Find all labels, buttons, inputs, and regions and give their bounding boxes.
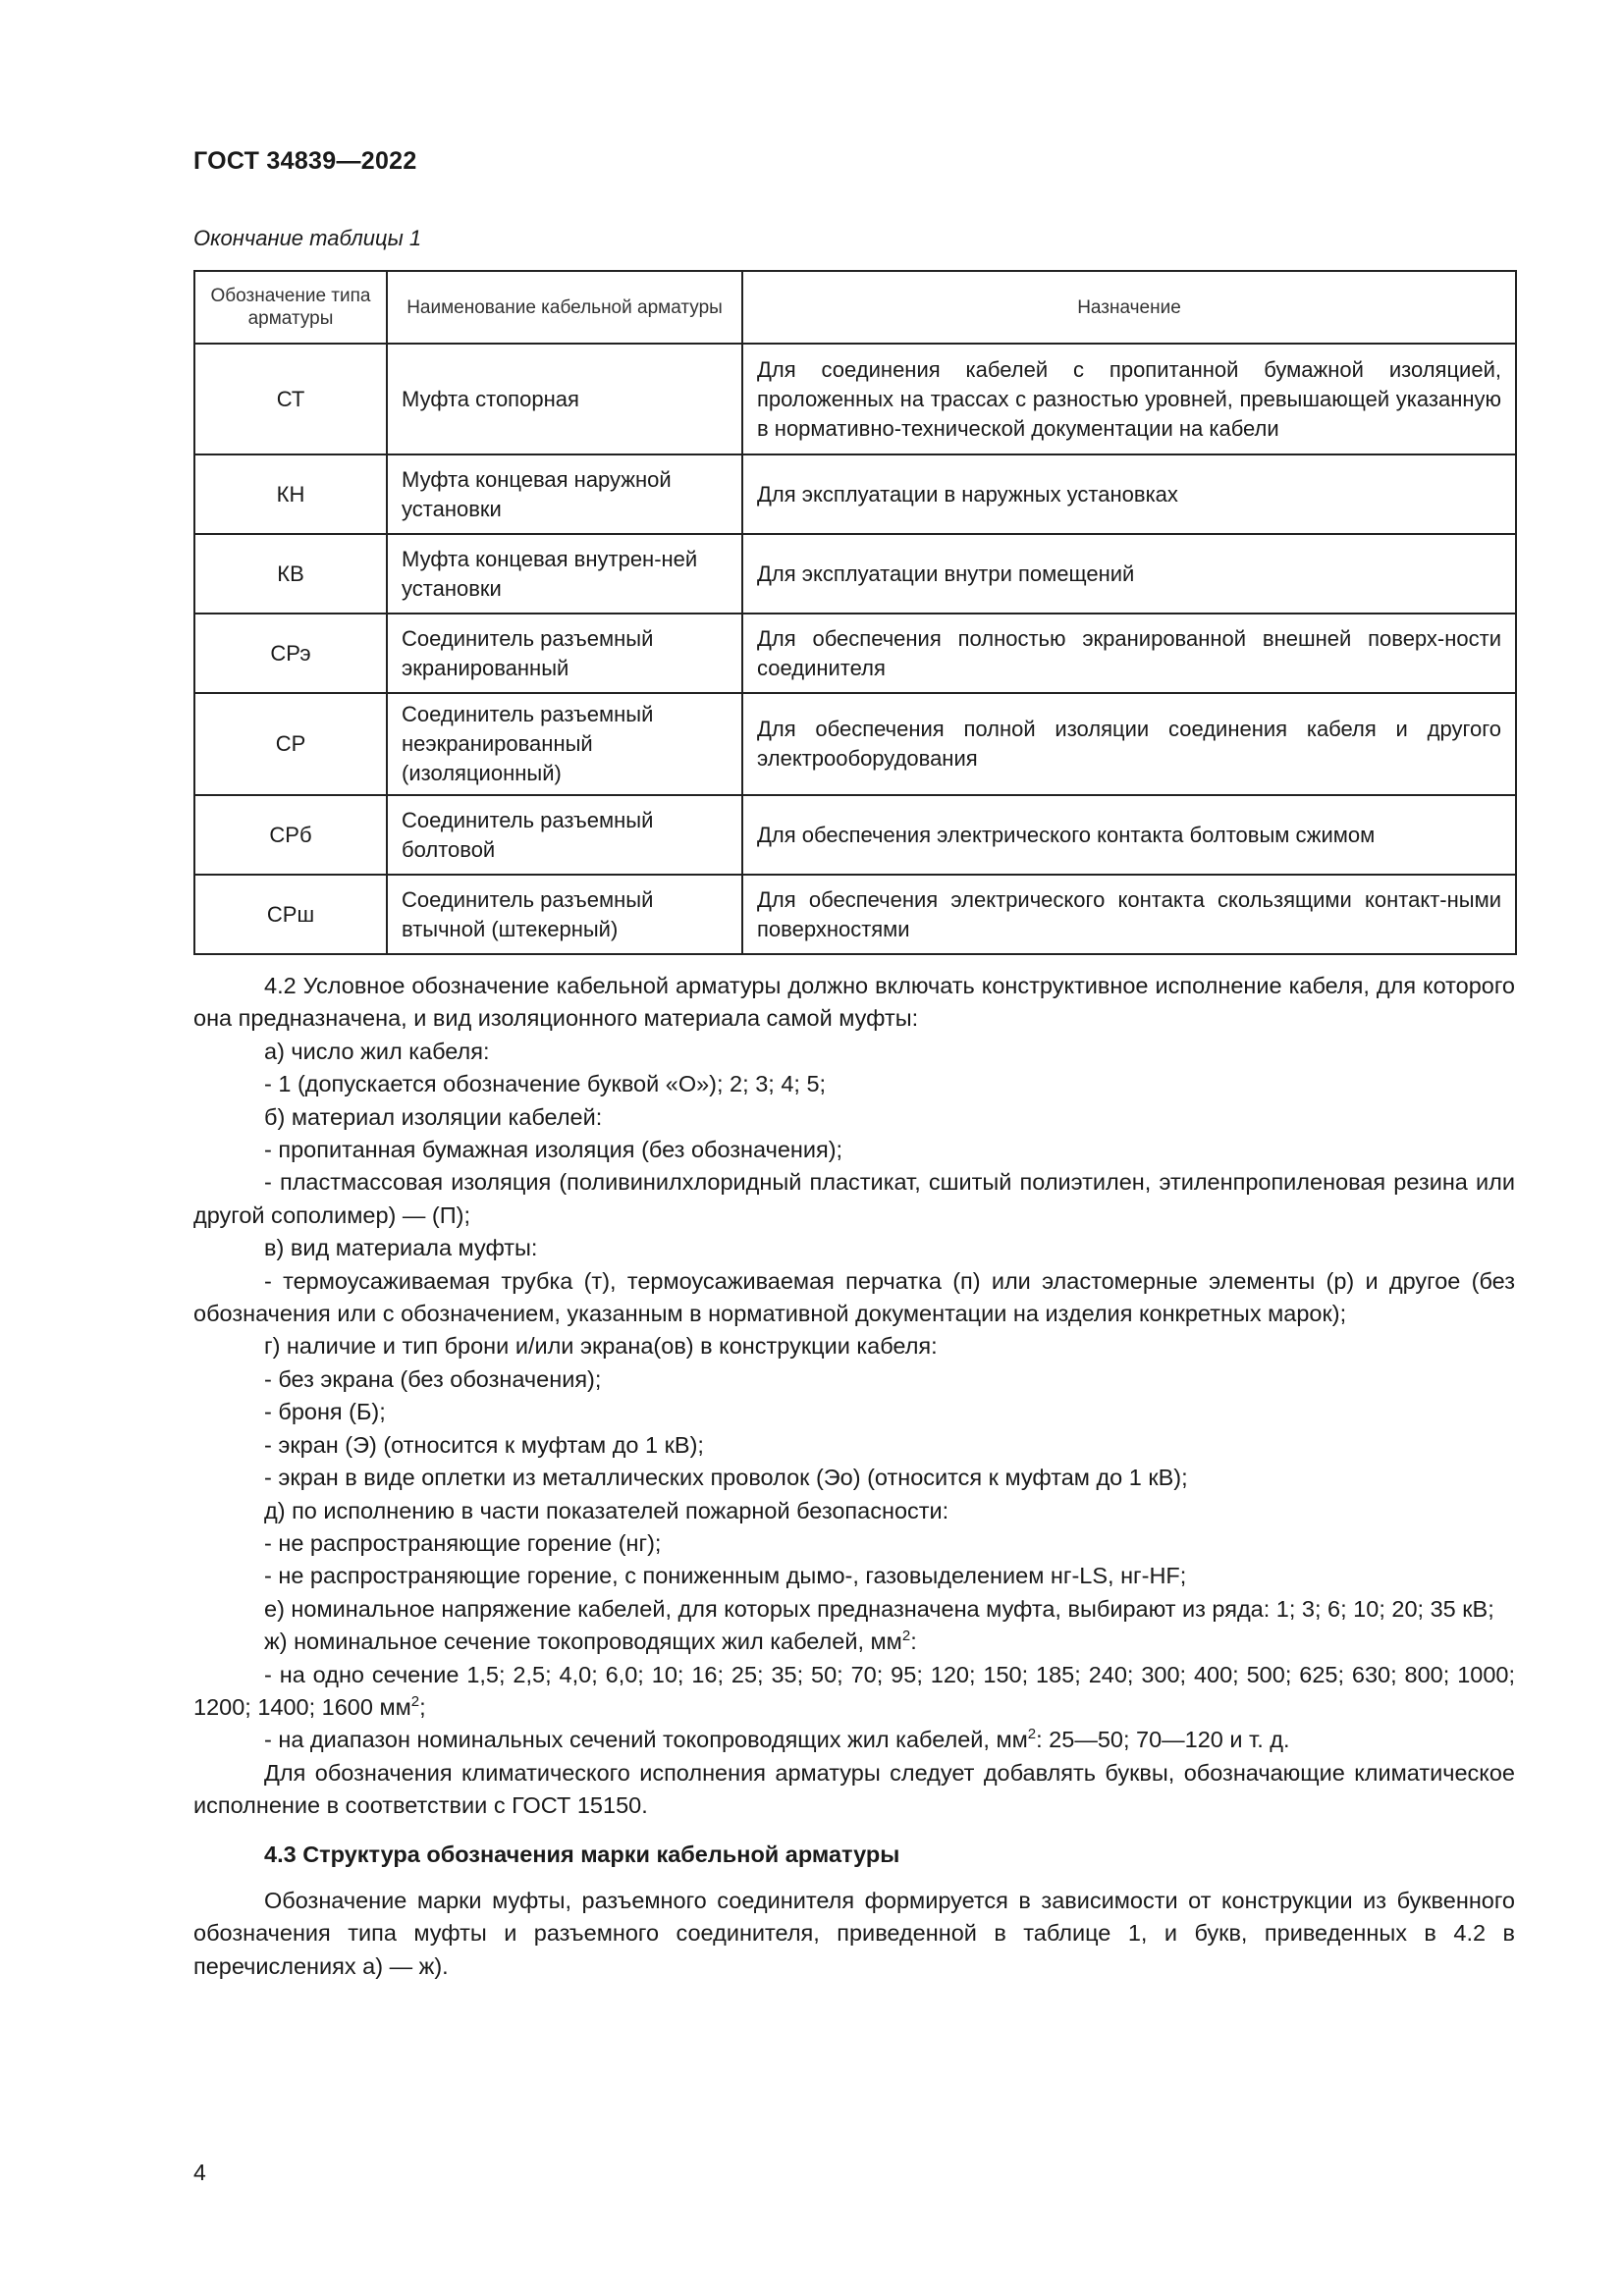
cell-purpose: Для обеспечения полностью экранированной внешней поверх-ности соединителя	[742, 614, 1516, 693]
paragraph-climate: Для обозначения климатического исполнения арматуры следует добавлять буквы, обозначающие климатическое исполнение в соответствии с ГОСТ 15150.	[193, 1759, 1515, 1819]
list-subitem: - термоусаживаемая трубка (т), термоусаживаемая перчатка (п) или эластомерные элементы (р) и другое (без обозначения или с обозначением, указанным в нормативной документации на изделия конкретных марок);	[193, 1267, 1515, 1327]
table-row	[194, 795, 1516, 875]
list-item-g	[193, 1626, 1515, 1658]
table-row	[194, 614, 1516, 693]
list-item-f: е) номинальное напряжение кабелей, для которых предназначена муфта, выбирают из ряда: 1; 3; 6; 10; 20; 35 кВ;	[264, 1595, 1494, 1622]
list-subitem: - пропитанная бумажная изоляция (без обозначения);	[264, 1137, 843, 1163]
list-item-c: в) вид материала муфты:	[264, 1235, 538, 1261]
table-row	[194, 693, 1516, 795]
cell-code: КВ	[194, 534, 387, 614]
cell-purpose: Для обеспечения электрического контакта скользящими контакт-ными поверхностями	[742, 875, 1516, 954]
list-subitem: - не распространяющие горение, с пониженным дымо-, газовыделением нг-LS, нг-HF;	[264, 1563, 1187, 1589]
cell-purpose: Для соединения кабелей с пропитанной бумажной изоляцией, проложенных на трассах с разностью уровней, превышающей указанную в нормативно-технической документации на кабели	[742, 344, 1516, 454]
list-item-a: а) число жил кабеля:	[264, 1038, 490, 1064]
column-header-code: Обозначение типа арматуры	[194, 271, 387, 344]
list-item-b: б) материал изоляции кабелей:	[264, 1103, 603, 1130]
cell-name: Соединитель разъемный втычной (штекерный)	[387, 875, 742, 954]
list-item-g-text: ж) номинальное сечение токопроводящих жил кабелей, мм	[264, 1629, 902, 1655]
column-header-purpose: Назначение	[742, 271, 1516, 344]
table-header-row	[194, 271, 1516, 344]
cell-name: Соединитель разъемный болтовой	[387, 795, 742, 875]
list-item-e: д) по исполнению в части показателей пожарной безопасности:	[264, 1497, 949, 1523]
list-subitem-text: - на диапазон номинальных сечений токопроводящих жил кабелей, мм	[264, 1727, 1028, 1753]
table-caption: Окончание таблицы 1	[193, 226, 422, 250]
table-row	[194, 454, 1516, 534]
list-subitem-text: - на одно сечение 1,5; 2,5; 4,0; 6,0; 10; 16; 25; 35; 50; 70; 95; 120; 150; 185; 240; 300; 400; 500; 625; 630; 800; 1000; 1200; 1400; 1600 мм	[193, 1661, 1515, 1720]
superscript: 2	[901, 1628, 911, 1645]
cell-code: КН	[194, 454, 387, 534]
body-text	[193, 970, 1515, 1983]
list-subitem-tail: : 25—50; 70—120 и т. д.	[1036, 1727, 1290, 1753]
column-header-name: Наименование кабельной арматуры	[387, 271, 742, 344]
cell-code: СРб	[194, 795, 387, 875]
list-subitem-tail: ;	[419, 1693, 426, 1720]
list-subitem	[193, 1659, 1515, 1725]
cell-code: СР	[194, 693, 387, 795]
table-row	[194, 344, 1516, 454]
list-subitem: - без экрана (без обозначения);	[264, 1365, 602, 1392]
list-subitem: - экран (Э) (относится к муфтам до 1 кВ);	[264, 1431, 704, 1458]
cell-name: Соединитель разъемный неэкранированный (изоляционный)	[387, 693, 742, 795]
list-subitem: - не распространяющие горение (нг);	[264, 1529, 662, 1556]
page-number: 4	[193, 2160, 206, 2185]
cell-name: Муфта концевая внутрен-ней установки	[387, 534, 742, 614]
cell-name: Соединитель разъемный экранированный	[387, 614, 742, 693]
paragraph-4-3: Обозначение марки муфты, разъемного соединителя формируется в зависимости от конструкции из буквенного обозначения типа муфты и разъемного соединителя, приведенной в таблице 1, и букв, приведенных в 4.2 в перечислениях а) — ж).	[193, 1887, 1515, 1979]
cell-name: Муфта концевая наружной установки	[387, 454, 742, 534]
cell-name: Муфта стопорная	[387, 344, 742, 454]
cell-code: СРш	[194, 875, 387, 954]
table-row	[194, 534, 1516, 614]
list-item-g-tail: :	[910, 1629, 917, 1655]
superscript: 2	[1027, 1726, 1037, 1743]
cell-purpose: Для эксплуатации в наружных установках	[742, 454, 1516, 534]
list-subitem: - экран в виде оплетки из металлических проволок (Эо) (относится к муфтам до 1 кВ);	[264, 1465, 1188, 1491]
list-item-d: г) наличие и тип брони и/или экрана(ов) в конструкции кабеля:	[264, 1333, 938, 1360]
table-1	[193, 270, 1517, 955]
paragraph-4-2-intro: 4.2 Условное обозначение кабельной арматуры должно включать конструктивное исполнение кабеля, для которого она предназначена, и вид изоляционного материала самой муфты:	[193, 973, 1515, 1032]
list-subitem: - пластмассовая изоляция (поливинилхлоридный пластикат, сшитый полиэтилен, этиленпропиленовая резина или другой сополимер) — (П);	[193, 1169, 1515, 1228]
table-row	[194, 875, 1516, 954]
list-subitem: - броня (Б);	[264, 1399, 386, 1425]
list-subitem	[193, 1724, 1515, 1756]
list-subitem: - 1 (допускается обозначение буквой «О»); 2; 3; 4; 5;	[264, 1071, 827, 1097]
cell-code: СРэ	[194, 614, 387, 693]
document-header: ГОСТ 34839—2022	[193, 147, 417, 175]
cell-purpose: Для обеспечения полной изоляции соединения кабеля и другого электрооборудования	[742, 693, 1516, 795]
cell-purpose: Для обеспечения электрического контакта болтовым сжимом	[742, 795, 1516, 875]
section-4-3-heading: 4.3 Структура обозначения марки кабельной арматуры	[264, 1841, 900, 1867]
superscript: 2	[410, 1692, 420, 1710]
cell-purpose: Для эксплуатации внутри помещений	[742, 534, 1516, 614]
cell-code: СТ	[194, 344, 387, 454]
